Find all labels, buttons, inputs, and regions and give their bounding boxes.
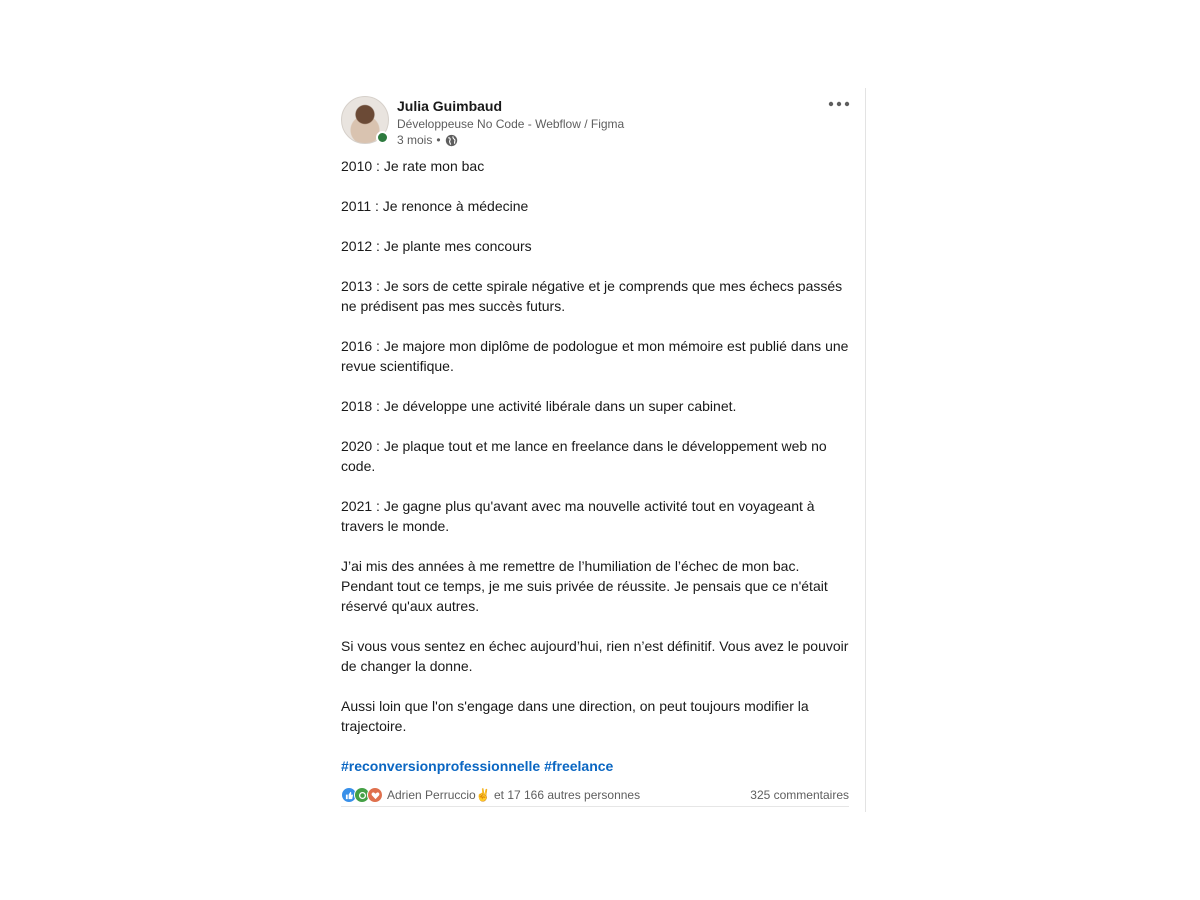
hashtag-link[interactable]: #freelance xyxy=(544,758,614,774)
post-paragraph: 2018 : Je développe une activité libérale dans un super cabinet. xyxy=(341,398,737,414)
post-paragraph: 2013 : Je sors de cette spirale négative et je comprends que mes échecs passés ne prédisent pas mes succès futurs. xyxy=(341,278,843,314)
feed-column-divider xyxy=(865,88,866,812)
post-paragraph: 2021 : Je gagne plus qu'avant avec ma nouvelle activité tout en voyageant à travers le monde. xyxy=(341,498,815,534)
post-paragraph: Aussi loin que l'on s'engage dans une direction, on peut toujours modifier la trajectoire. xyxy=(341,698,809,734)
reactions-summary[interactable] xyxy=(341,787,640,803)
post-paragraph: 2011 : Je renonce à médecine xyxy=(341,198,529,214)
post-paragraph: 2012 : Je plante mes concours xyxy=(341,238,532,254)
comments-count-link[interactable]: 325 commentaires xyxy=(750,788,849,802)
post-header xyxy=(341,88,849,148)
post-paragraph: 2016 : Je majore mon diplôme de podologue et mon mémoire est publié dans une revue scientifique. xyxy=(341,338,849,374)
post-hashtags xyxy=(341,756,849,776)
post-paragraph: 2020 : Je plaque tout et me lance en freelance dans le développement web no code. xyxy=(341,438,827,474)
social-counts-bar xyxy=(341,782,849,807)
online-status-icon xyxy=(376,131,389,144)
post-meta xyxy=(397,133,458,147)
more-options-button[interactable] xyxy=(826,96,852,112)
hashtag-link[interactable]: #reconversionprofessionnelle xyxy=(341,758,541,774)
feed-post xyxy=(341,88,849,807)
ellipsis-icon xyxy=(827,101,851,107)
globe-icon xyxy=(445,134,458,147)
love-icon xyxy=(367,787,383,803)
post-paragraph: 2010 : Je rate mon bac xyxy=(341,158,485,174)
post-paragraph: J’ai mis des années à me remettre de l’humiliation de l’échec de mon bac. Pendant tout ce temps, je me suis privée de réussite. Je pensais que ce n'était réservé qu'aux autres. xyxy=(341,558,828,614)
reactions-text: Adrien Perruccio✌️ et 17 166 autres personnes xyxy=(387,788,641,802)
post-paragraph: Si vous vous sentez en échec aujourd’hui, rien n’est définitif. Vous avez le pouvoir de changer la donne. xyxy=(341,638,849,674)
author-headline: Développeuse No Code - Webflow / Figma xyxy=(397,117,625,131)
post-body xyxy=(341,156,849,736)
post-time: 3 mois xyxy=(397,133,433,147)
author-name[interactable]: Julia Guimbaud xyxy=(397,98,503,114)
meta-separator: • xyxy=(436,133,441,147)
reaction-icons xyxy=(341,787,383,803)
